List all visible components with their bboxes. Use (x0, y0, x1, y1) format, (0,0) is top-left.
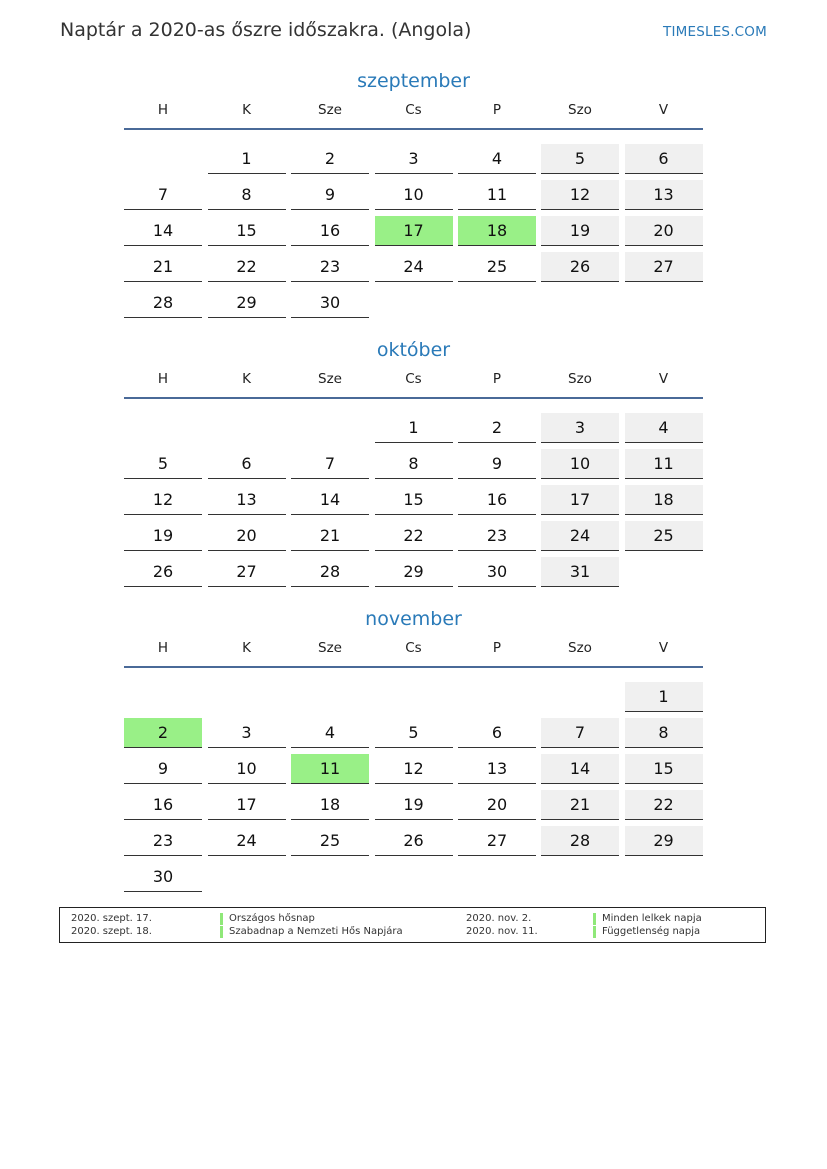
header-divider (124, 397, 703, 399)
legend-holiday-name: Minden lelkek napja (593, 913, 702, 925)
day-cell: 25 (625, 521, 703, 551)
day-cell: 12 (541, 180, 619, 210)
day-cell: 28 (541, 826, 619, 856)
day-cell: 21 (291, 521, 369, 551)
day-cell: 15 (375, 485, 453, 515)
day-cell: 7 (541, 718, 619, 748)
day-cell: 26 (375, 826, 453, 856)
day-cell: 13 (208, 485, 286, 515)
weekday-header: K (242, 371, 251, 387)
day-cell: 10 (375, 180, 453, 210)
day-cell: 16 (124, 790, 202, 820)
day-cell: 6 (458, 718, 536, 748)
day-cell: 30 (458, 557, 536, 587)
weekday-header: H (157, 640, 169, 656)
day-cell: 2 (458, 413, 536, 443)
day-cell: 3 (541, 413, 619, 443)
day-cell: 1 (208, 144, 286, 174)
day-cell: 6 (625, 144, 703, 174)
legend-holiday-name: Országos hősnap (220, 913, 315, 925)
day-cell: 1 (625, 682, 703, 712)
day-cell: 15 (208, 216, 286, 246)
weekday-header: V (658, 640, 669, 656)
weekday-header: Cs (405, 102, 422, 118)
legend-date: 2020. szept. 18. (71, 926, 152, 937)
day-cell: 17 (208, 790, 286, 820)
day-cell: 9 (458, 449, 536, 479)
day-cell: 28 (291, 557, 369, 587)
header-divider (124, 666, 703, 668)
day-cell: 29 (208, 288, 286, 318)
weekday-header: Szo (568, 102, 592, 118)
day-cell: 5 (375, 718, 453, 748)
day-cell: 22 (625, 790, 703, 820)
day-cell: 30 (124, 862, 202, 892)
weekday-header: Sze (318, 640, 342, 656)
day-cell: 23 (458, 521, 536, 551)
holiday-day-cell: 11 (291, 754, 369, 784)
day-cell: 4 (458, 144, 536, 174)
legend-date: 2020. nov. 11. (466, 926, 538, 937)
day-cell: 16 (291, 216, 369, 246)
weekday-header: Cs (405, 640, 422, 656)
day-cell: 1 (375, 413, 453, 443)
day-cell: 4 (625, 413, 703, 443)
weekday-header: H (157, 102, 169, 118)
day-cell: 3 (208, 718, 286, 748)
month-name: október (376, 339, 451, 361)
day-cell: 24 (541, 521, 619, 551)
day-cell: 14 (541, 754, 619, 784)
weekday-header: Szo (568, 371, 592, 387)
day-cell: 16 (458, 485, 536, 515)
day-cell: 9 (291, 180, 369, 210)
day-cell: 29 (375, 557, 453, 587)
day-cell: 12 (375, 754, 453, 784)
day-cell: 23 (291, 252, 369, 282)
day-cell: 12 (124, 485, 202, 515)
month-name: szeptember (357, 70, 470, 92)
day-cell: 31 (541, 557, 619, 587)
day-cell: 21 (541, 790, 619, 820)
day-cell: 14 (124, 216, 202, 246)
day-cell: 27 (625, 252, 703, 282)
weekday-header: Sze (318, 102, 342, 118)
weekday-header: Cs (405, 371, 422, 387)
day-cell: 25 (291, 826, 369, 856)
day-cell: 4 (291, 718, 369, 748)
day-cell: 7 (124, 180, 202, 210)
day-cell: 19 (541, 216, 619, 246)
day-cell: 24 (208, 826, 286, 856)
day-cell: 18 (291, 790, 369, 820)
holiday-day-cell: 18 (458, 216, 536, 246)
header-divider (124, 128, 703, 130)
day-cell: 19 (124, 521, 202, 551)
legend-date: 2020. szept. 17. (71, 913, 152, 924)
holiday-legend (59, 907, 766, 943)
day-cell: 9 (124, 754, 202, 784)
day-cell: 14 (291, 485, 369, 515)
day-cell: 10 (541, 449, 619, 479)
weekday-header: P (492, 102, 502, 118)
day-cell: 27 (458, 826, 536, 856)
day-cell: 7 (291, 449, 369, 479)
weekday-header: P (492, 640, 502, 656)
weekday-header: Sze (318, 371, 342, 387)
holiday-day-cell: 17 (375, 216, 453, 246)
day-cell: 5 (541, 144, 619, 174)
day-cell: 21 (124, 252, 202, 282)
legend-holiday-name: Függetlenség napja (593, 926, 700, 938)
day-cell: 8 (375, 449, 453, 479)
day-cell: 25 (458, 252, 536, 282)
day-cell: 28 (124, 288, 202, 318)
weekday-header: V (658, 371, 669, 387)
weekday-header: Szo (568, 640, 592, 656)
day-cell: 20 (458, 790, 536, 820)
day-cell: 6 (208, 449, 286, 479)
weekday-header: H (157, 371, 169, 387)
day-cell: 24 (375, 252, 453, 282)
day-cell: 2 (291, 144, 369, 174)
day-cell: 20 (625, 216, 703, 246)
day-cell: 8 (625, 718, 703, 748)
legend-holiday-name: Szabadnap a Nemzeti Hős Napjára (220, 926, 403, 938)
day-cell: 3 (375, 144, 453, 174)
day-cell: 8 (208, 180, 286, 210)
day-cell: 13 (625, 180, 703, 210)
day-cell: 17 (541, 485, 619, 515)
legend-date: 2020. nov. 2. (466, 913, 532, 924)
weekday-header: K (242, 102, 251, 118)
day-cell: 20 (208, 521, 286, 551)
day-cell: 22 (375, 521, 453, 551)
day-cell: 22 (208, 252, 286, 282)
day-cell: 30 (291, 288, 369, 318)
day-cell: 26 (124, 557, 202, 587)
day-cell: 15 (625, 754, 703, 784)
day-cell: 5 (124, 449, 202, 479)
day-cell: 11 (458, 180, 536, 210)
holiday-day-cell: 2 (124, 718, 202, 748)
brand-link[interactable]: TIMESLES.COM (663, 24, 767, 40)
day-cell: 23 (124, 826, 202, 856)
page-title: Naptár a 2020-as őszre időszakra. (Angola) (60, 19, 472, 41)
day-cell: 29 (625, 826, 703, 856)
weekday-header: P (492, 371, 502, 387)
month-name: november (365, 608, 462, 630)
day-cell: 13 (458, 754, 536, 784)
weekday-header: K (242, 640, 251, 656)
day-cell: 11 (625, 449, 703, 479)
weekday-header: V (658, 102, 669, 118)
day-cell: 10 (208, 754, 286, 784)
day-cell: 19 (375, 790, 453, 820)
day-cell: 26 (541, 252, 619, 282)
day-cell: 18 (625, 485, 703, 515)
day-cell: 27 (208, 557, 286, 587)
